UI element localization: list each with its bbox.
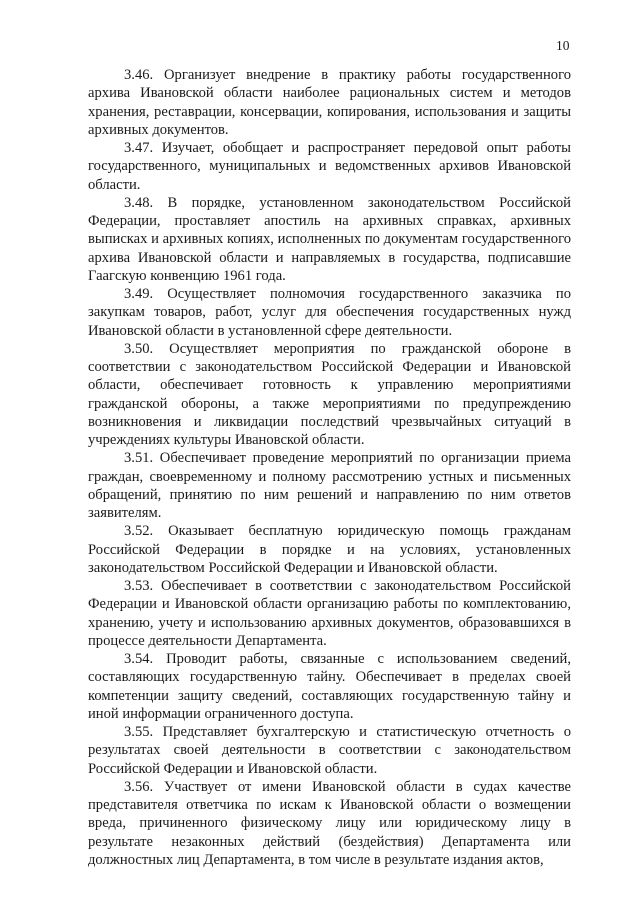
paragraph-3-49: 3.49. Осуществляет полномочия государственного заказчика по закупкам товаров, работ, услуг для обеспечения государственных нужд Ивановской области в установленной сфере деятельности. <box>88 286 571 339</box>
paragraph-3-46: 3.46. Организует внедрение в практику работы государственного архива Ивановской области наиболее рациональных систем и методов хранения, реставрации, консервации, копирования, использования и защиты архивных документов. <box>88 67 571 138</box>
paragraph-3-51: 3.51. Обеспечивает проведение мероприятий по организации приема граждан, своевременному и полному рассмотрению устных и письменных обращений, принятию по ним решений и направлению по ним ответов заявителям. <box>88 450 571 521</box>
page-number: 10 <box>556 38 570 53</box>
document-body <box>88 66 571 869</box>
paragraph-3-48: 3.48. В порядке, установленном законодательством Российской Федерации, проставляет апостиль на архивных справках, архивных выписках и архивных копиях, исполненных по документам государственного архива Ивановской области и направляемых в государства, подписавшие Гаагскую конвенцию 1961 года. <box>88 194 571 284</box>
paragraph-3-55: 3.55. Представляет бухгалтерскую и статистическую отчетность о результатах своей деятельности в соответствии с законодательством Российской Федерации и Ивановской области. <box>88 724 571 777</box>
paragraph-3-52: 3.52. Оказывает бесплатную юридическую помощь гражданам Российской Федерации в порядке и на условиях, установленных законодательством Российской Федерации и Ивановской области. <box>88 523 571 576</box>
paragraph-3-50: 3.50. Осуществляет мероприятия по гражданской обороне в соответствии с законодательством Российской Федерации и Ивановской области, обеспечивает готовность к управлению мероприятиями гражданской обороны, а также мероприятиями по предупреждению возникновения и ликвидации последствий чрезвычайных ситуаций в учреждениях культуры Ивановской области. <box>88 340 571 448</box>
paragraph-3-47: 3.47. Изучает, обобщает и распространяет передовой опыт работы государственного, муниципальных и ведомственных архивов Ивановской области. <box>88 140 571 193</box>
paragraph-3-54: 3.54. Проводит работы, связанные с использованием сведений, составляющих государственную тайну. Обеспечивает в пределах своей компетенции защиту сведений, составляющих государственную тайну и иной информации ограниченного доступа. <box>88 651 571 722</box>
paragraph-3-53: 3.53. Обеспечивает в соответствии с законодательством Российской Федерации и Ивановской области организацию работы по комплектованию, хранению, учету и использованию архивных документов, образовавшихся в процессе деятельности Департамента. <box>88 578 571 649</box>
paragraph-3-56: 3.56. Участвует от имени Ивановской области в судах качестве представителя ответчика по искам к Ивановской области о возмещении вреда, причиненного физическому лицу или юридическому лицу в результате незаконных действий (бездействия) Департамента или должностных лиц Департамента, в том числе в результате издания актов, <box>88 778 571 868</box>
